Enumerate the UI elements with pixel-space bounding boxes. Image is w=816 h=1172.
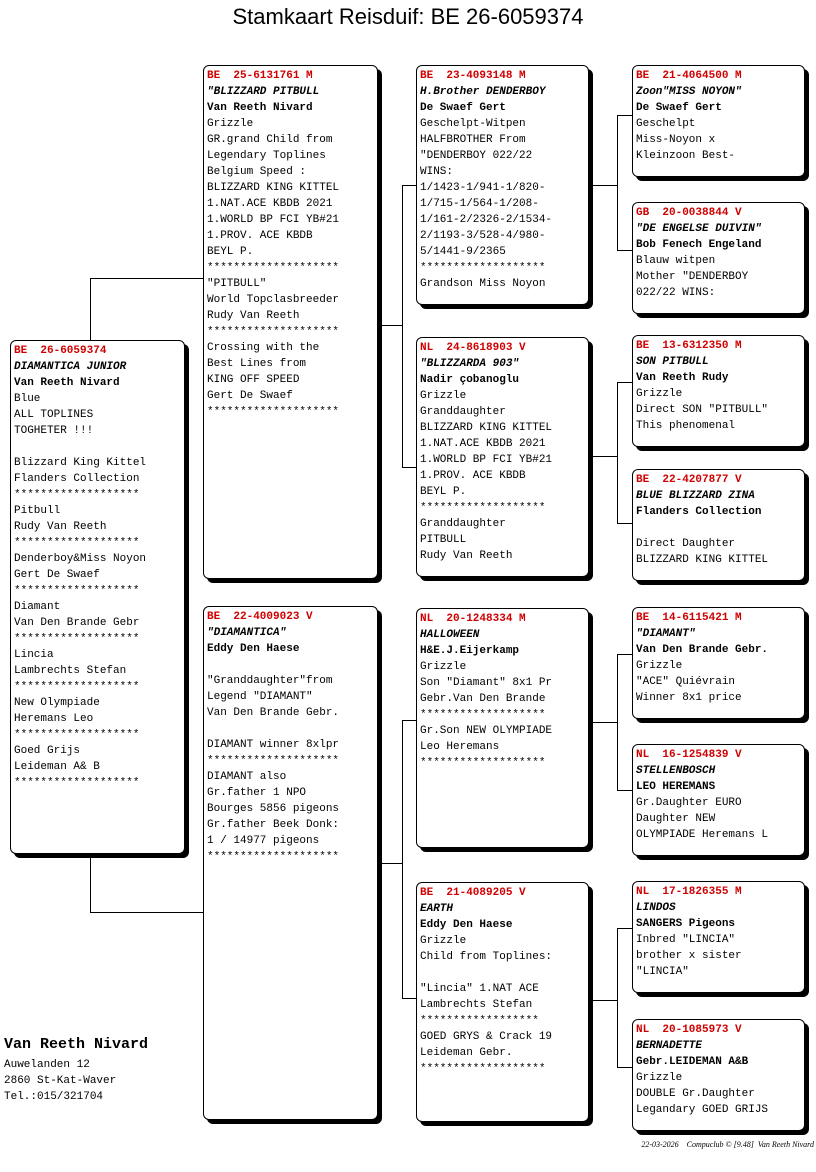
ring-number: NL 17-1826355 M: [636, 886, 742, 898]
pigeon-name: H.Brother DENDERBOY: [420, 86, 546, 98]
owner-city: 2860 St-Kat-Waver: [4, 1075, 117, 1087]
info-line: "Granddaughter"from: [207, 675, 333, 687]
info-line: 1/161-2/2326-2/1534-: [420, 214, 553, 226]
info-line: 1.NAT.ACE KBDB 2021: [207, 198, 333, 210]
info-line: Denderboy&Miss Noyon: [14, 553, 147, 565]
info-line: *******************: [420, 757, 546, 769]
info-line: 1/715-1/564-1/208-: [420, 198, 539, 210]
info-line: KING OFF SPEED: [207, 374, 300, 386]
info-line: 1.WORLD BP FCI YB#21: [207, 214, 340, 226]
breeder-name: Eddy Den Haese: [207, 643, 300, 655]
info-line: Rudy Van Reeth: [420, 550, 513, 562]
pigeon-name: "DIAMANTICA": [207, 627, 287, 639]
info-line: Grizzle: [420, 935, 467, 947]
connector-line: [378, 325, 402, 326]
info-line: Gr.Son NEW OLYMPIADE: [420, 725, 553, 737]
info-line: *******************: [420, 262, 546, 274]
ring-number: BE 22-4009023 V: [207, 611, 313, 623]
info-line: [207, 721, 373, 737]
info-line: Van Den Brande Gebr: [14, 617, 140, 629]
pigeon-name: BLUE BLIZZARD ZINA: [636, 490, 755, 502]
connector-line: [90, 278, 204, 279]
info-line: Van Den Brande Gebr.: [207, 707, 340, 719]
info-line: Grizzle: [636, 1072, 683, 1084]
info-line: Son "Diamant" 8x1 Pr: [420, 677, 553, 689]
info-line: GOED GRYS & Crack 19: [420, 1031, 553, 1043]
ring-number: BE 14-6115421 M: [636, 612, 742, 624]
info-line: Blue: [14, 393, 41, 405]
info-line: brother x sister: [636, 950, 742, 962]
owner-name: Van Reeth Nivard: [4, 1036, 149, 1053]
connector-line: [90, 912, 204, 913]
pigeon-card-father-father: [416, 65, 589, 305]
info-line: 1.PROV. ACE KBDB: [207, 230, 313, 242]
info-line: [207, 657, 373, 673]
info-line: Geschelpt: [636, 118, 696, 130]
info-line: Gr.father 1 NPO: [207, 787, 307, 799]
info-line: Daughter NEW: [636, 813, 716, 825]
connector-line: [90, 278, 91, 340]
info-line: Gr.Daughter EURO: [636, 797, 742, 809]
info-line: Bourges 5856 pigeons: [207, 803, 340, 815]
info-line: *******************: [420, 1063, 546, 1075]
info-line: WINS:: [420, 166, 454, 178]
info-line: ALL TOPLINES: [14, 409, 94, 421]
ring-number: BE 25-6131761 M: [207, 70, 313, 82]
ring-number: GB 20-0038844 V: [636, 207, 742, 219]
info-line: Diamant: [14, 601, 61, 613]
info-line: Inbred "LINCIA": [636, 934, 736, 946]
info-line: "ACE" Quiévrain: [636, 676, 736, 688]
info-line: *******************: [14, 633, 140, 645]
owner-address: [4, 1035, 148, 1105]
pigeon-name: EARTH: [420, 903, 454, 915]
info-line: PITBULL: [420, 534, 467, 546]
info-line: Legendary Toplines: [207, 150, 326, 162]
info-line: Legend "DIAMANT": [207, 691, 313, 703]
info-line: *******************: [14, 729, 140, 741]
pigeon-card-father-father-mother: [632, 202, 805, 314]
breeder-name: Flanders Collection: [636, 506, 762, 518]
breeder-name: De Swaef Gert: [420, 102, 506, 114]
breeder-name: Gebr.LEIDEMAN A&B: [636, 1056, 749, 1068]
info-line: [636, 520, 800, 536]
info-line: Winner 8x1 price: [636, 692, 742, 704]
pigeon-card-father-mother-father: [632, 335, 805, 447]
connector-line: [589, 456, 617, 457]
pigeon-name: BERNADETTE: [636, 1040, 703, 1052]
info-line: Grizzle: [420, 390, 467, 402]
info-line: *******************: [14, 681, 140, 693]
pigeon-card-mother: [203, 606, 378, 1120]
connector-line: [90, 853, 91, 913]
connector-line: [617, 654, 618, 791]
breeder-name: LEO HEREMANS: [636, 781, 716, 793]
info-line: TOGHETER !!!: [14, 425, 94, 437]
info-line: *******************: [14, 537, 140, 549]
ring-number: BE 23-4093148 M: [420, 70, 526, 82]
pigeon-card-father-mother: [416, 337, 589, 577]
info-line: Direct Daughter: [636, 538, 736, 550]
info-line: Mother "DENDERBOY: [636, 271, 749, 283]
info-line: Leideman A& B: [14, 761, 100, 773]
info-line: Geschelpt-Witpen: [420, 118, 526, 130]
connector-line: [589, 185, 617, 186]
info-line: Lincia: [14, 649, 54, 661]
connector-line: [402, 720, 403, 999]
info-line: Miss-Noyon x: [636, 134, 716, 146]
connector-line: [617, 115, 618, 251]
info-line: New Olympiade: [14, 697, 100, 709]
info-line: BEYL P.: [420, 486, 467, 498]
pigeon-name: SON PITBULL: [636, 356, 709, 368]
breeder-name: Eddy Den Haese: [420, 919, 513, 931]
info-line: OLYMPIADE Heremans L: [636, 829, 769, 841]
breeder-name: Nadir çobanoglu: [420, 374, 520, 386]
info-line: "DENDERBOY 022/22: [420, 150, 533, 162]
info-line: Leo Heremans: [420, 741, 500, 753]
ring-number: BE 21-4089205 V: [420, 887, 526, 899]
info-line: World Topclasbreeder: [207, 294, 340, 306]
info-line: 5/1441-9/2365: [420, 246, 506, 258]
info-line: Flanders Collection: [14, 473, 140, 485]
ring-number: BE 21-4064500 M: [636, 70, 742, 82]
pigeon-name: STELLENBOSCH: [636, 765, 716, 777]
pigeon-name: LINDOS: [636, 902, 676, 914]
info-line: Crossing with the: [207, 342, 320, 354]
info-line: [420, 965, 584, 981]
connector-line: [617, 382, 618, 524]
pigeon-card-father-father-father: [632, 65, 805, 177]
info-line: Rudy Van Reeth: [207, 310, 300, 322]
info-line: BLIZZARD KING KITTEL: [207, 182, 340, 194]
pigeon-card-mother-mother: [416, 882, 589, 1122]
info-line: *******************: [14, 489, 140, 501]
info-line: Gert De Swaef: [14, 569, 100, 581]
info-line: Leideman Gebr.: [420, 1047, 513, 1059]
info-line: ********************: [207, 262, 340, 274]
info-line: BLIZZARD KING KITTEL: [420, 422, 553, 434]
ring-number: BE 13-6312350 M: [636, 340, 742, 352]
breeder-name: H&E.J.Eijerkamp: [420, 645, 520, 657]
pigeon-name: "BLIZZARD PITBULL: [207, 86, 320, 98]
ring-number: BE 26-6059374: [14, 345, 107, 357]
pigeon-card-father-mother-mother: [632, 469, 805, 581]
connector-line: [402, 185, 403, 468]
info-line: Lambrechts Stefan: [420, 999, 533, 1011]
info-line: Granddaughter: [420, 406, 506, 418]
connector-line: [589, 1000, 617, 1001]
info-line: Heremans Leo: [14, 713, 94, 725]
info-line: Child from Toplines:: [420, 951, 553, 963]
info-line: Grizzle: [636, 388, 683, 400]
breeder-name: SANGERS Pigeons: [636, 918, 736, 930]
info-line: [14, 439, 180, 455]
info-line: 022/22 WINS:: [636, 287, 716, 299]
info-line: Lambrechts Stefan: [14, 665, 127, 677]
pigeon-name: Zoon"MISS NOYON": [636, 86, 742, 98]
connector-line: [617, 250, 633, 251]
connector-line: [617, 928, 633, 929]
info-line: HALFBROTHER From: [420, 134, 526, 146]
info-line: 1/1423-1/941-1/820-: [420, 182, 546, 194]
info-line: BEYL P.: [207, 246, 254, 258]
info-line: ********************: [207, 851, 340, 863]
ring-number: BE 22-4207877 V: [636, 474, 742, 486]
pigeon-name: "DIAMANT": [636, 628, 696, 640]
info-line: *******************: [420, 502, 546, 514]
info-line: BLIZZARD KING KITTEL: [636, 554, 769, 566]
info-line: ********************: [207, 326, 340, 338]
pigeon-name: HALLOWEEN: [420, 629, 480, 641]
info-line: Grizzle: [636, 660, 683, 672]
connector-line: [617, 382, 633, 383]
connector-line: [617, 1067, 633, 1068]
info-line: Best Lines from: [207, 358, 307, 370]
info-line: This phenomenal: [636, 420, 736, 432]
info-line: Pitbull: [14, 505, 61, 517]
info-line: Gebr.Van Den Brande: [420, 693, 546, 705]
info-line: Grandson Miss Noyon: [420, 278, 546, 290]
pigeon-card-mother-father-father: [632, 607, 805, 719]
breeder-name: De Swaef Gert: [636, 102, 722, 114]
connector-line: [617, 523, 633, 524]
info-line: 1.WORLD BP FCI YB#21: [420, 454, 553, 466]
info-line: Blauw witpen: [636, 255, 716, 267]
info-line: Grizzle: [207, 118, 254, 130]
info-line: "Lincia" 1.NAT ACE: [420, 983, 539, 995]
breeder-name: Bob Fenech Engeland: [636, 239, 762, 251]
info-line: Granddaughter: [420, 518, 506, 530]
connector-line: [617, 115, 633, 116]
info-line: Rudy Van Reeth: [14, 521, 107, 533]
info-line: 2/1193-3/528-4/980-: [420, 230, 546, 242]
info-line: *******************: [14, 777, 140, 789]
info-line: Kleinzoon Best-: [636, 150, 736, 162]
info-line: Gr.father Beek Donk:: [207, 819, 340, 831]
info-line: Gert De Swaef: [207, 390, 293, 402]
info-line: 1.PROV. ACE KBDB: [420, 470, 526, 482]
pigeon-card-main: [10, 340, 185, 854]
info-line: "LINCIA": [636, 966, 689, 978]
connector-line: [378, 863, 402, 864]
info-line: 1.NAT.ACE KBDB 2021: [420, 438, 546, 450]
info-line: DIAMANT winner 8xlpr: [207, 739, 340, 751]
pigeon-name: DIAMANTICA JUNIOR: [14, 361, 127, 373]
connector-line: [617, 928, 618, 1068]
owner-phone: Tel.:015/321704: [4, 1091, 104, 1103]
pigeon-card-mother-father-mother: [632, 744, 805, 856]
info-line: ********************: [207, 755, 340, 767]
info-line: Direct SON "PITBULL": [636, 404, 769, 416]
ring-number: NL 24-8618903 V: [420, 342, 526, 354]
info-line: GR.grand Child from: [207, 134, 333, 146]
connector-line: [617, 654, 633, 655]
breeder-name: Van Reeth Nivard: [14, 377, 120, 389]
info-line: ******************: [420, 1015, 539, 1027]
ring-number: NL 16-1254839 V: [636, 749, 742, 761]
info-line: Belgium Speed :: [207, 166, 307, 178]
footer-text: 22-03-2026 Compuclub © [9.48] Van Reeth Nivard: [641, 1140, 814, 1149]
pigeon-name: "BLIZZARDA 903": [420, 358, 520, 370]
info-line: Blizzard King Kittel: [14, 457, 147, 469]
info-line: Legandary GOED GRIJS: [636, 1104, 769, 1116]
connector-line: [589, 722, 617, 723]
ring-number: NL 20-1085973 V: [636, 1024, 742, 1036]
connector-line: [617, 790, 633, 791]
info-line: DIAMANT also: [207, 771, 287, 783]
pigeon-card-mother-father: [416, 608, 589, 848]
breeder-name: Van Reeth Rudy: [636, 372, 729, 384]
info-line: 1 / 14977 pigeons: [207, 835, 320, 847]
pigeon-card-mother-mother-mother: [632, 1019, 805, 1131]
info-line: "PITBULL": [207, 278, 267, 290]
breeder-name: Van Den Brande Gebr.: [636, 644, 769, 656]
info-line: Goed Grijs: [14, 745, 81, 757]
pigeon-card-mother-mother-father: [632, 881, 805, 993]
page-title: Stamkaart Reisduif: BE 26-6059374: [232, 4, 584, 29]
info-line: *******************: [14, 585, 140, 597]
ring-number: NL 20-1248334 M: [420, 613, 526, 625]
info-line: *******************: [420, 709, 546, 721]
breeder-name: Van Reeth Nivard: [207, 102, 313, 114]
pigeon-card-father: [203, 65, 378, 579]
pigeon-name: "DE ENGELSE DUIVIN": [636, 223, 762, 235]
owner-street: Auwelanden 12: [4, 1059, 90, 1071]
info-line: ********************: [207, 406, 340, 418]
info-line: Grizzle: [420, 661, 467, 673]
info-line: DOUBLE Gr.Daughter: [636, 1088, 755, 1100]
